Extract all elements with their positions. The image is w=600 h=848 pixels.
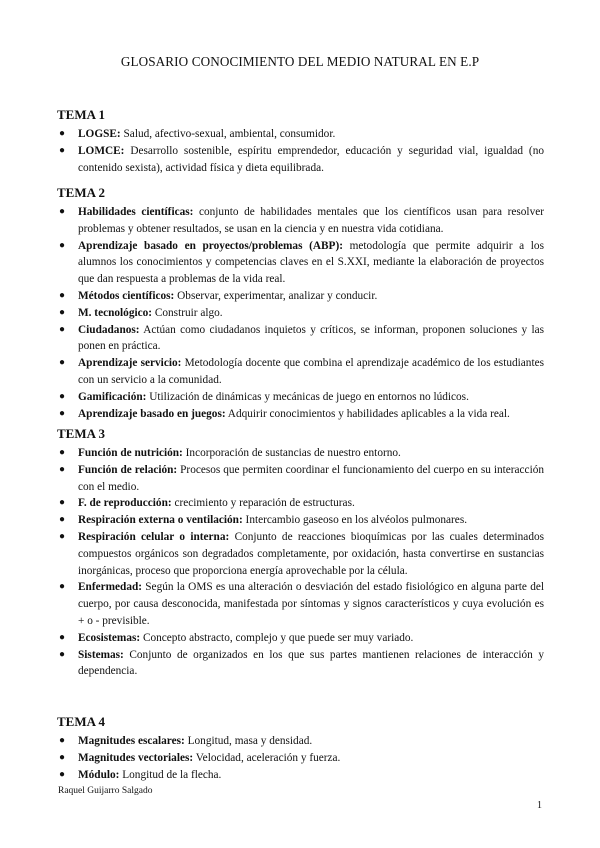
glossary-term: Aprendizaje basado en juegos: — [78, 407, 226, 420]
glossary-item — [57, 750, 544, 767]
glossary-definition: conjunto de habilidades mentales que los científicos usan para resolver problemas y obtener resultados, se usan en la ciencia y en nuestra vida cotidiana. — [78, 206, 544, 235]
glossary-item — [57, 288, 544, 305]
glossary-term: Ciudadanos: — [78, 323, 140, 336]
page-number: 1 — [537, 800, 542, 811]
glossary-definition: Actúan como ciudadanos inquietos y críticos, se informan, proponen soluciones y las ponen en práctica. — [78, 323, 544, 353]
glossary-item — [57, 355, 544, 389]
glossary-term: LOGSE: — [78, 128, 121, 140]
section-tema-4 — [57, 714, 544, 783]
bullet-icon: ● — [59, 463, 66, 475]
bullet-icon: ● — [59, 530, 66, 542]
bullet-icon: ● — [59, 751, 66, 763]
glossary-term: LOMCE: — [78, 144, 125, 157]
page-title: GLOSARIO CONOCIMIENTO DEL MEDIO NATURAL EN E.P — [120, 54, 480, 69]
glossary-term: Aprendizaje servicio: — [78, 357, 182, 370]
glossary-term: Función de relación: — [78, 463, 178, 476]
glossary-definition: Adquirir conocimientos y habilidades aplicables a la vida real. — [225, 407, 510, 420]
glossary-term: Magnitudes escalares: — [78, 735, 185, 747]
glossary-term: F. de reproducción: — [78, 497, 172, 510]
glossary-item — [57, 630, 544, 647]
footer-author: Raquel Guijarro Salgado — [58, 786, 153, 796]
glossary-definition: Utilización de dinámicas y mecánicas de juego en entornos no lúdicos. — [146, 390, 469, 403]
glossary-definition: Conjunto de organizados en los que sus partes mantienen relaciones de interacción y dependencia. — [78, 648, 544, 678]
glossary-definition: Procesos que permiten coordinar el funcionamiento del cuerpo en su interacción con el medio. — [78, 463, 545, 493]
bullet-icon: ● — [59, 306, 66, 318]
glossary-item — [57, 767, 544, 784]
bullet-icon: ● — [59, 648, 66, 660]
glossary-term: Aprendizaje basado en proyectos/problemas (ABP): — [78, 239, 343, 252]
bullet-icon: ● — [59, 323, 66, 335]
glossary-definition: Concepto abstracto, complejo y que puede ser muy variado. — [140, 631, 414, 644]
bullet-icon: ● — [59, 128, 66, 139]
bullet-icon: ● — [59, 514, 66, 526]
section-tema-2 — [57, 185, 544, 422]
glossary-item — [57, 529, 544, 579]
bullet-icon: ● — [59, 239, 66, 251]
glossary-item — [57, 462, 544, 496]
glossary-definition: Salud, afectivo-sexual, ambiental, consumidor. — [120, 128, 336, 140]
bullet-icon: ● — [59, 289, 66, 301]
glossary-item — [57, 305, 544, 322]
glossary-definition: Longitud de la flecha. — [119, 768, 222, 781]
glossary-term: Función de nutrición: — [78, 447, 183, 459]
glossary-item — [57, 238, 544, 288]
glossary-term: Respiración externa o ventilación: — [78, 514, 243, 527]
glossary-term: Ecosistemas: — [78, 631, 141, 644]
glossary-item — [57, 579, 544, 629]
glossary-item — [57, 647, 544, 681]
bullet-icon: ● — [59, 631, 66, 643]
glossary-term: Sistemas: — [78, 648, 124, 661]
glossary-item — [57, 322, 544, 356]
bullet-icon: ● — [59, 357, 66, 369]
glossary-item — [57, 389, 544, 406]
glossary-definition: Construir algo. — [152, 306, 223, 319]
glossary-term: Habilidades científicas: — [78, 206, 194, 218]
glossary-definition: Intercambio gaseoso en los alvéolos pulmonares. — [242, 514, 468, 527]
glossary-definition: crecimiento y reparación de estructuras. — [171, 497, 355, 510]
bullet-icon: ● — [59, 447, 66, 458]
glossary-item — [57, 126, 544, 143]
bullet-icon: ● — [59, 768, 66, 780]
bullet-icon: ● — [59, 497, 66, 509]
glossary-item — [57, 204, 544, 238]
section-tema-3 — [57, 426, 544, 680]
section-heading: TEMA 4 — [57, 714, 106, 729]
glossary-term: Gamificación: — [78, 390, 147, 403]
glossary-definition: Observar, experimentar, analizar y conducir. — [174, 289, 378, 302]
glossary-term: Enfermedad: — [78, 581, 143, 594]
section-heading: TEMA 3 — [57, 426, 106, 441]
glossary-definition: Desarrollo sostenible, espíritu emprendedor, educación y seguridad vial, igualdad (no contenido sexista), actividad física y dieta equilibrada. — [78, 144, 544, 174]
glossary-item — [57, 495, 544, 512]
glossary-definition: Incorporación de sustancias de nuestro entorno. — [182, 447, 401, 459]
glossary-list — [57, 126, 544, 176]
glossary-definition: Según la OMS es una alteración o desviación del estado fisiológico en alguna parte del cuerpo, por causa desconocida, manifestada por síntomas y signos característicos y cuya evolución es + o - previsible. — [78, 581, 544, 627]
section-heading: TEMA 2 — [57, 185, 106, 200]
bullet-icon: ● — [59, 407, 66, 419]
bullet-icon: ● — [59, 144, 66, 156]
glossary-term: Módulo: — [78, 768, 120, 781]
glossary-term: Respiración celular o interna: — [78, 530, 230, 543]
glossary-term: Magnitudes vectoriales: — [78, 751, 194, 764]
glossary-item — [57, 406, 544, 423]
glossary-item — [57, 143, 544, 177]
bullet-icon: ● — [59, 735, 66, 746]
glossary-list — [57, 445, 544, 680]
glossary-definition: Longitud, masa y densidad. — [184, 735, 313, 747]
glossary-definition: Velocidad, aceleración y fuerza. — [193, 751, 341, 764]
bullet-icon: ● — [59, 390, 66, 402]
glossary-term: M. tecnológico: — [78, 306, 153, 319]
section-heading: TEMA 1 — [57, 107, 106, 122]
glossary-definition: metodología que permite adquirir a los alumnos los conocimientos y competencias claves en el S.XXI, mediante la elaboración de proyectos que dan respuesta a problemas de la vida real. — [78, 239, 544, 286]
glossary-definition: Conjunto de reacciones bioquímicas por las cuales determinados compuestos orgánicos son degradados completamente, por oxidación, hasta convertirse en sustancias inorgánicas, proceso que proporciona energía aprovechable por la célula. — [78, 530, 545, 577]
glossary-list — [57, 204, 544, 422]
glossary-item — [57, 733, 544, 750]
glossary-definition: Metodología docente que combina el aprendizaje académico de los estudiantes con un servicio a la comunidad. — [78, 357, 544, 386]
glossary-item — [57, 445, 544, 462]
glossary-term: Métodos científicos: — [78, 289, 175, 302]
bullet-icon: ● — [59, 581, 66, 593]
section-tema-1 — [57, 107, 544, 176]
glossary-item — [57, 512, 544, 529]
glossary-list — [57, 733, 544, 783]
bullet-icon: ● — [59, 206, 66, 217]
